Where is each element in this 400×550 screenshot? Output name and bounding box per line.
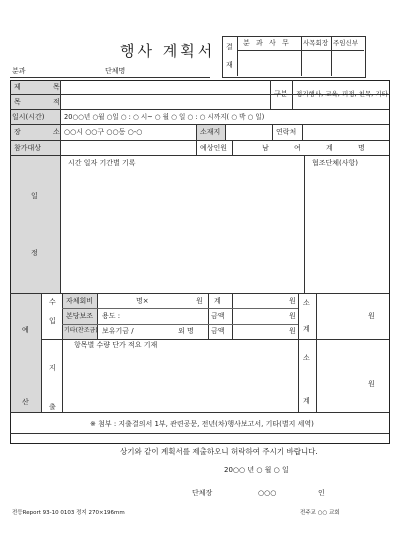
income-label-1: 수: [49, 298, 56, 306]
attachment-note: ※ 첨부 : 지출결의서 1부, 관련공문, 전년(차)행사보고서, 기타(별지 세역): [90, 420, 314, 428]
document-title: 행사 계획서: [120, 42, 216, 60]
income-subtotal-label-2: 계: [303, 325, 310, 333]
schedule-label-2: 정: [31, 249, 38, 257]
expense-note: 항목별 수량 단가 적요 기재: [74, 341, 158, 349]
department-label: 분과: [12, 67, 26, 75]
income-row-3-item: 기타(찬조금): [64, 327, 98, 334]
expense-subtotal-unit: 원: [368, 380, 375, 388]
signer-name[interactable]: ○○○: [258, 489, 277, 497]
category-value: 정기행사, 교육, 피정, 친목, 기타: [296, 90, 388, 98]
people-unit: 명: [358, 144, 365, 152]
schedule-field[interactable]: [62, 170, 302, 290]
approval-col-3: 주임신부: [333, 39, 359, 47]
income-row-1-total-unit: 원: [289, 297, 296, 305]
cooperation-label: 협조단체(사항): [312, 159, 359, 167]
schedule-note: 시간 일자 기간별 기록: [68, 159, 136, 167]
expense-subtotal-label-1: 소: [303, 354, 310, 362]
income-row-1-amount[interactable]: 명×: [136, 297, 149, 305]
purpose-label: 목 적: [14, 98, 60, 106]
datetime-label: 일시(시간): [12, 113, 45, 121]
title-field[interactable]: [62, 81, 270, 94]
contact-label: 연락처: [276, 128, 297, 136]
expense-field[interactable]: [64, 352, 296, 410]
expense-label-2: 출: [49, 403, 56, 411]
income-row-2-amount[interactable]: 용도 :: [102, 312, 121, 320]
income-row-1-total-label: 계: [214, 297, 221, 305]
form-code: 전등Report 93-10 0103 정지 270×196mm: [12, 510, 125, 516]
place-value[interactable]: ○○시 ○○구 ○○동 ○-○: [64, 128, 143, 136]
total-label: 계: [326, 144, 333, 152]
approval-col-2: 사목회장: [303, 39, 329, 47]
income-row-2-item: 본당보조: [66, 312, 94, 320]
category-label: 구분: [274, 90, 288, 98]
income-row-3-total-label: 금액: [211, 327, 225, 335]
purpose-field[interactable]: [62, 95, 270, 109]
female-label: 여: [294, 144, 301, 152]
expense-subtotal-label-2: 계: [303, 397, 310, 405]
expected-count-label: 예상인원: [200, 144, 228, 152]
income-label-2: 입: [49, 317, 56, 325]
approval-label-top: 결: [226, 43, 233, 51]
income-row-3-unit: 외 명: [178, 327, 194, 335]
approval-label-bottom: 재: [226, 61, 233, 69]
income-row-1-item: 자체회비: [66, 297, 94, 305]
seal-mark: 인: [318, 489, 325, 497]
church-name: 전주교 ○○ 교회: [300, 510, 340, 516]
datetime-value[interactable]: 20○○년 ○월 ○일 ○ : ○ 시~ ○ 월 ○ 일 ○ : ○ 시까지( ○ 박 ○ 일): [64, 113, 265, 121]
request-text: 상기와 같이 계획서를 제출하오니 허락하여 주시기 바랍니다.: [120, 447, 318, 456]
signer-label: 단체장: [192, 489, 213, 497]
income-row-2-total-label: 금액: [211, 312, 225, 320]
schedule-label-1: 일: [31, 192, 38, 200]
income-subtotal-label-1: 소: [303, 299, 310, 307]
income-row-3-amount[interactable]: 보유기금 /: [102, 327, 134, 335]
approval-col-1: 분 과 사 무: [243, 39, 291, 47]
address-label: 소재지: [200, 128, 221, 136]
expense-label-1: 지: [49, 364, 56, 372]
budget-label-1: 예: [22, 326, 29, 334]
male-label: 남: [262, 144, 269, 152]
submission-date[interactable]: 20○○ 년 ○ 월 ○ 일: [224, 466, 289, 474]
income-row-1-unit: 원: [196, 297, 203, 305]
cooperation-field[interactable]: [306, 170, 386, 290]
income-row-2-total-unit: 원: [289, 312, 296, 320]
income-subtotal-unit: 원: [368, 312, 375, 320]
group-name-label: 단체명: [105, 67, 126, 75]
participants-label: 참가대상: [14, 144, 42, 152]
budget-label-2: 산: [22, 398, 29, 406]
title-label: 제 목: [14, 83, 60, 91]
income-row-3-total-unit: 원: [289, 327, 296, 335]
place-label: 장 소: [14, 128, 60, 136]
